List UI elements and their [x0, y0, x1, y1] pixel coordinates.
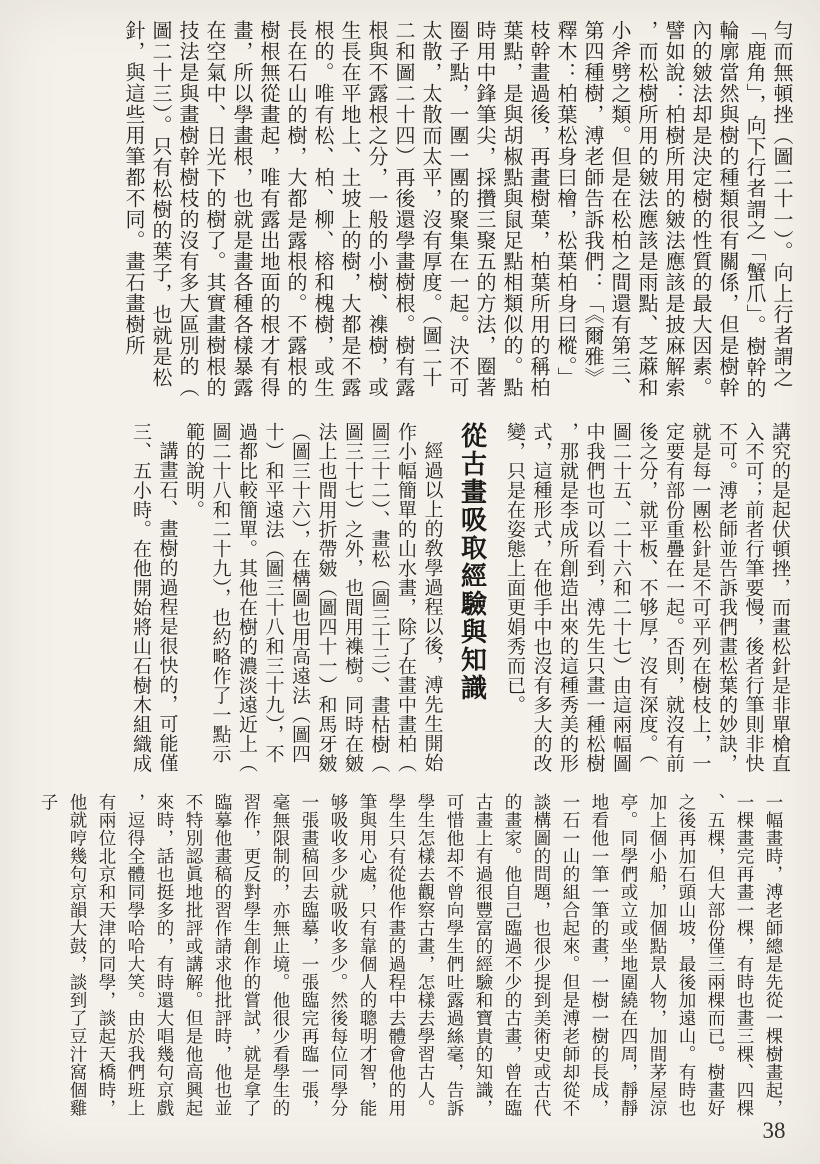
body-paragraph-continuation: 講究的是起伏頓挫，而畫松針是非單槍直入不可；前者行筆要慢，後者行筆則非快不可。溥老師並告訴我們畫松葉的妙訣，就是每一團松針是不可平列在樹枝上，一定要有部份重疊在一起。否則，就沒有前後之分，就平板、不够厚，沒有深度。（圖二十五、二十六和二十七）由這兩幅圖中我們也可以看到，溥先生只畫一種松樹，那就是李成所創造出來的這種秀美的形式，這種形式，在他手中也沒有多大的改變，只是在姿態上面更娟秀而已。	[504, 422, 790, 773]
body-paragraph: 經過以上的敎學過程以後，溥先生開始作小幅簡單的山水畫，除了在畫中畫柏（圖三十二）、畫松（圖三十三）、畫枯樹（圖三十七）之外，也間用襍樹。同時在皴法上也間用折帶皴（圖四十一）和馬牙皴（圖三十六），在構圖也用高遠法（圖四十）和平遠法（圖三十八和三十九），不過都比較簡單。其他在樹的濃淡遠近上（圖二十八和二十九），也約略作了一點示範的說明。	[183, 422, 443, 774]
text-band-bottom	[34, 793, 788, 1127]
body-paragraph-continuation: 一幅畫時，溥老師總是先從一棵樹畫起，一棵畫完再畫一棵，有時也畫三棵、四棵、五棵，但大部份僅三兩棵而已。樹畫好之後再加石頭山坡，最後加遠山。有時也加上個小船，加個點景人物，加間茅屋涼亭。同學們或立或坐地圍繞在四周，靜靜地看他一筆一筆的畫，一樹一樹的長成，一石一山的組合起來。但是溥老師却從不談構圖的問題，也很少提到美術史或古代的畫家。他自己臨過不少的古畫，曾在臨古畫上有過很豐富的經驗和寶貴的知識，可惜他却不曾向學生們吐露過絲毫，告訴學生怎樣去觀察古畫，怎樣去學習古人。學生只有從他作畫的過程中去體會他的用筆與用心處，只有靠個人的聰明才智，能够吸收多少就吸收多少。然後每位同學分一張畫稿回去臨摹，一張臨完再臨一張，毫無限制的，亦無止境。他很少看學生的習作，更反對學生創作的嘗試，就是拿了臨摹他畫稿的習作請求他批評時，他也並不特別認眞地批評或講解。但是他高興起來時，話也挺多的，有時還大唱幾句京戲，逗得全體同學哈哈大笑。由於我們班上有兩位北京和天津的同學，談起天橋時，他就哼幾句京韻大鼓，談到了豆汁窩個雞子	[39, 793, 784, 1117]
section-heading: 從古畫吸取經驗與知識	[457, 422, 487, 702]
text-band-top	[119, 20, 794, 401]
page-number: 38	[762, 1118, 786, 1143]
text-band-middle	[127, 422, 793, 774]
body-paragraph-continuation: 勻而無頓挫（圖二十一）。向上行者謂之「鹿角」，向下行者謂之「蟹爪」。樹幹的輪廓當然與樹的種類很有關係，但是樹幹內的皴法却是決定樹的性質的最大因素。譬如說：柏樹所用的皴法應該是披麻解索，而松樹所用的皴法應該是雨點、芝蔴和小斧劈之類。但是在松柏之間還有第三、第四種樹，溥老師告訴我們：「《爾雅》釋木：柏葉松身曰檜，松葉柏身曰樅。」枝幹畫過後，再畫樹葉，柏葉所用的稱柏葉點，是與胡椒點與鼠足點相類似的。點時用中鋒筆尖，採攢三聚五的方法，圈著圈子點，一團一團的聚集在一起。決不可太散，太散而太平，沒有厚度。（圖二十二和圖二十四）再後還學畫樹根。樹有露根與不露根之分，一般的小樹、襍樹，或生長在平地上、土坡上的樹，大都是不露根的。唯有松、柏、柳、榕和槐樹，或生長在石山的樹，大都是露根的。不露根的樹根無從畫起，唯有露出地面的根才有得畫，所以學畫根，也就是畫各種各樣暴露在空氣中、日光下的樹了。其實畫樹根的技法是與畫樹幹樹枝的沒有多大區別的（圖二十三）。只有松樹的葉子，也就是松針，與這些用筆都不同。畫石畫樹所	[122, 20, 792, 399]
body-paragraph: 講畫石、畫樹的過程是很快的，可能僅三、五小時。在他開始將山石樹木組織成	[130, 422, 178, 773]
